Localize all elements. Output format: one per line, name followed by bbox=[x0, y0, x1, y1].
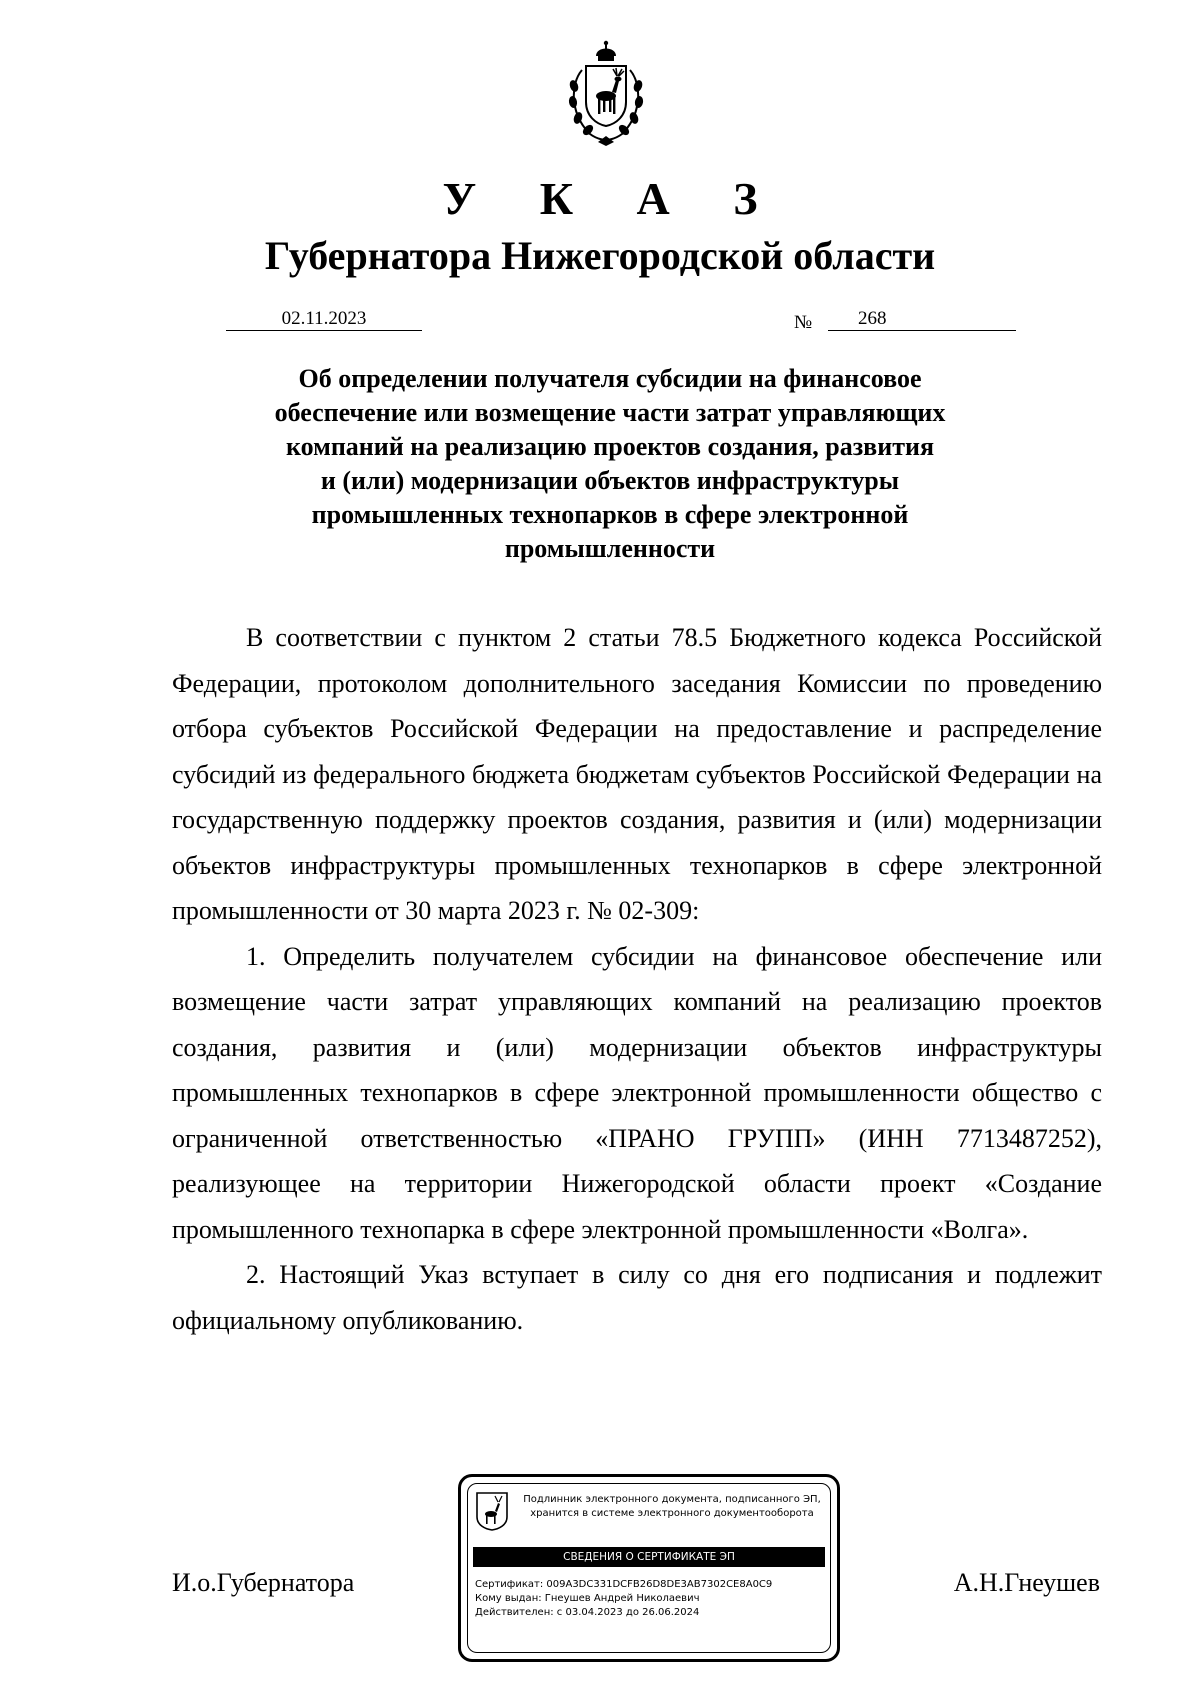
subject-line: промышленных технопарков в сфере электронной bbox=[311, 500, 909, 529]
certificate-info bbox=[475, 1578, 772, 1620]
deer-emblem-icon bbox=[475, 1491, 509, 1531]
body-paragraph-1: 1. Определить получателем субсидии на финансовое обеспечение или возмещение части затрат управляющих компаний на реализацию проектов создания, развития и (или) модернизации объектов инфраструктуры промышленных технопарков в сфере электронной промышленности общество с ограниченной ответственностью «ПРАНО ГРУПП» (ИНН 7713487252), реализующее на территории Нижегородской области проект «Создание промышленного технопарка в сфере электронной промышленности «Волга». bbox=[172, 941, 1102, 1244]
stamp-caption-line: Подлинник электронного документа, подписанного ЭП, bbox=[523, 1494, 821, 1505]
electronic-signature-stamp bbox=[458, 1474, 840, 1662]
subject-line: Об определении получателя субсидии на финансовое bbox=[298, 364, 922, 393]
stamp-caption-line: хранится в системе электронного документооборота bbox=[530, 1508, 814, 1519]
document-body bbox=[172, 615, 1102, 1343]
subject-line: промышленности bbox=[504, 534, 716, 563]
document-title: У К А З bbox=[442, 173, 784, 224]
subject-line: обеспечение или возмещение части затрат управляющих bbox=[274, 398, 946, 427]
document-date: 02.11.2023 bbox=[226, 308, 422, 331]
signatory-position: И.о.Губернатора bbox=[172, 1568, 355, 1597]
subject-line: и (или) модернизации объектов инфраструктуры bbox=[320, 466, 900, 495]
document-number-field bbox=[828, 308, 1016, 331]
body-paragraph-2: 2. Настоящий Указ вступает в силу со дня его подписания и подлежит официальному опубликованию. bbox=[172, 1260, 1102, 1335]
document-number: 268 bbox=[858, 308, 887, 329]
document-subject bbox=[230, 362, 990, 566]
coat-of-arms-emblem bbox=[560, 40, 652, 148]
certificate-serial: Сертификат: 009A3DC331DCFB26D8DE3AB7302CE8A0C9 bbox=[475, 1579, 773, 1590]
certificate-header: СВЕДЕНИЯ О СЕРТИФИКАТЕ ЭП bbox=[473, 1547, 825, 1567]
body-paragraph-preamble: В соответствии с пунктом 2 статьи 78.5 Бюджетного кодекса Российской Федерации, протоколом дополнительного заседания Комиссии по проведению отбора субъектов Российской Федерации на предоставление и распределение субсидий из федерального бюджета бюджетам субъектов Российской Федерации на государственную поддержку проектов создания, развития и (или) модернизации объектов инфраструктуры промышленных технопарков в сфере электронной промышленности от 30 марта 2023 г. № 02-309: bbox=[172, 623, 1102, 925]
number-sign: № bbox=[794, 312, 813, 333]
stamp-caption bbox=[517, 1493, 827, 1521]
certificate-owner: Кому выдан: Гнеушев Андрей Николаевич bbox=[475, 1593, 700, 1604]
signatory-name: А.Н.Гнеушев bbox=[953, 1568, 1100, 1597]
document-issuer: Губернатора Нижегородской области bbox=[264, 233, 936, 278]
subject-line: компаний на реализацию проектов создания, развития bbox=[285, 432, 935, 461]
certificate-validity: Действителен: с 03.04.2023 до 26.06.2024 bbox=[475, 1607, 700, 1618]
